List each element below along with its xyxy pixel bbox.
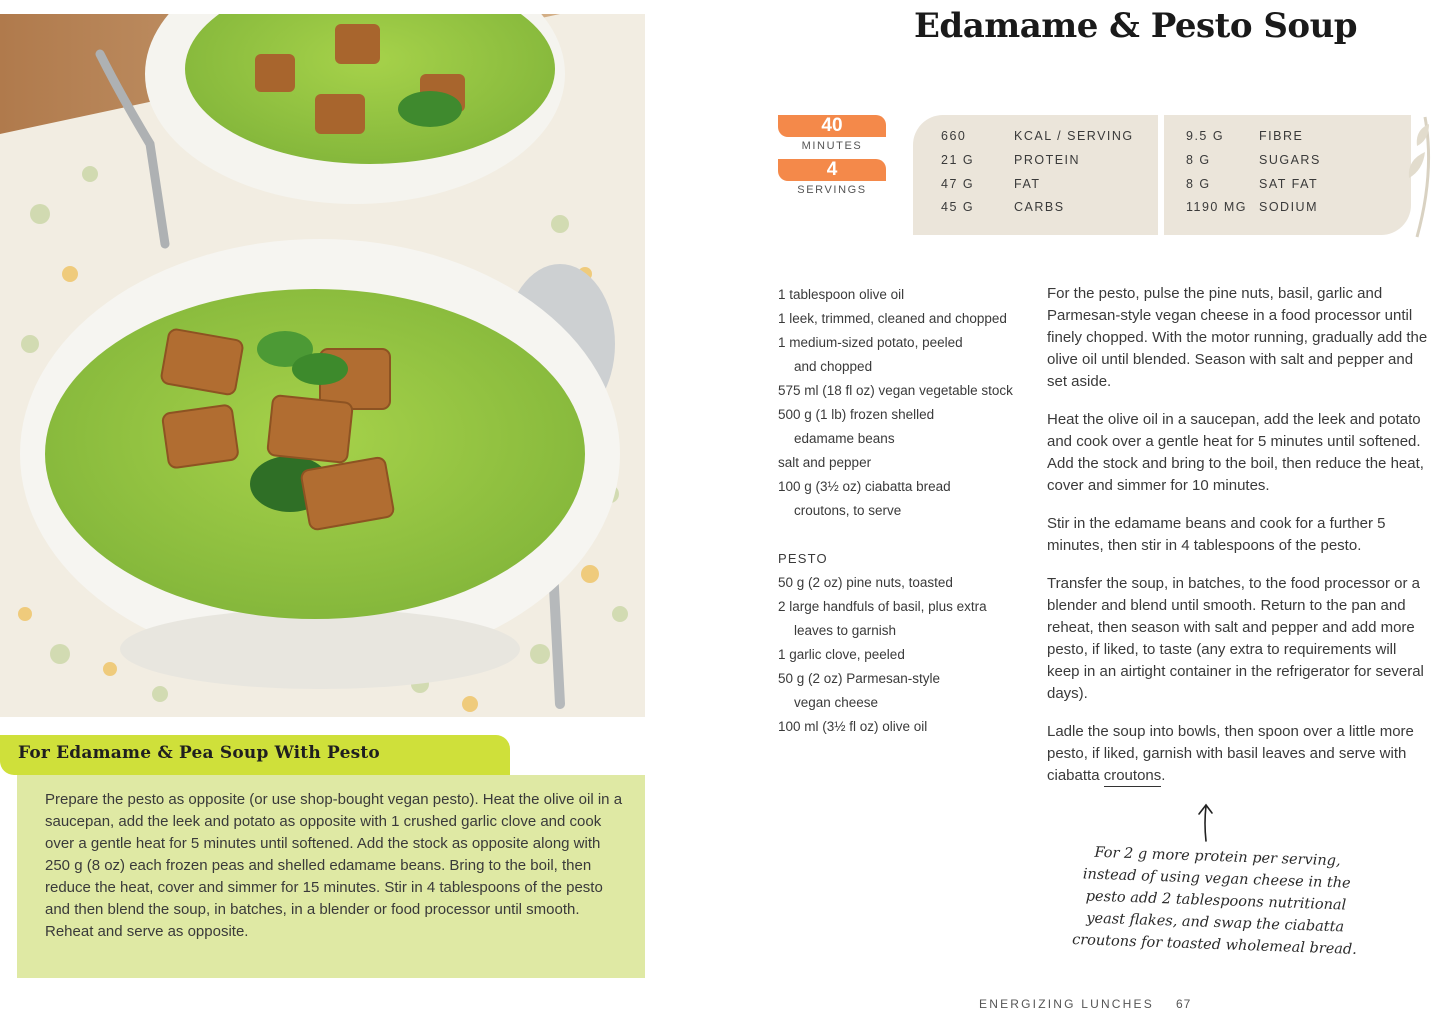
nutrition-panel-right <box>1164 115 1411 235</box>
ingredient-line: and chopped <box>794 359 873 374</box>
nutrition-value: 47 G <box>941 177 975 191</box>
page-footer <box>979 997 1191 1011</box>
nutrition-label: FIBRE <box>1259 129 1304 143</box>
ingredients-list <box>778 283 1028 739</box>
ingredient-line: 100 g (3½ oz) ciabatta bread <box>778 479 951 494</box>
variation-title: For Edamame & Pea Soup With Pesto <box>18 743 380 763</box>
leaf-sprig-icon <box>1395 112 1440 247</box>
nutrition-value: 45 G <box>941 200 975 214</box>
nutrition-value: 21 G <box>941 153 975 167</box>
footer-section: ENERGIZING LUNCHES <box>979 997 1154 1011</box>
ingredient-line: 100 ml (3½ fl oz) olive oil <box>778 719 928 734</box>
ingredient-line: 1 leek, trimmed, cleaned and chopped <box>778 311 1007 326</box>
nutrition-label: PROTEIN <box>1014 153 1081 167</box>
nutrition-label: CARBS <box>1014 200 1065 214</box>
soup-photo <box>0 14 645 717</box>
method-step: Ladle the soup into bowls, then spoon over a little more pesto, if liked, garnish with basil leaves and serve with ciabatta <box>1047 723 1414 784</box>
nutrition-label: SAT FAT <box>1259 177 1319 191</box>
time-label: MINUTES <box>801 140 863 152</box>
method-step: Stir in the edamame beans and cook for a further 5 minutes, then stir in 4 tablespoons of the pesto. <box>1047 515 1386 554</box>
ingredient-line: 1 tablespoon olive oil <box>778 287 905 302</box>
handwritten-tip: For 2 g more protein per serving, instead of using vegan cheese in the pesto add 2 tablespoons nutritional yeast flakes, and swap the ciabatta croutons for toasted wholemeal bread. <box>1071 844 1358 958</box>
method-step: Heat the olive oil in a saucepan, add the leek and potato and cook over a gentle heat for 5 minutes until softened. Add the stock and bring to the boil, then reduce the heat, cover and simmer for 10 minutes. <box>1047 411 1424 494</box>
ingredient-line: vegan cheese <box>794 695 879 710</box>
arrow-up-icon <box>1196 803 1216 843</box>
servings-badge: 4 <box>778 159 886 181</box>
ingredient-line: 575 ml (18 fl oz) vegan vegetable stock <box>778 383 1013 398</box>
nutrition-label: KCAL / SERVING <box>1014 129 1134 143</box>
ingredient-line: edamame beans <box>794 431 895 446</box>
croutons-word: croutons <box>1104 767 1162 787</box>
variation-box <box>17 775 645 978</box>
ingredient-line: 2 large handfuls of basil, plus extra <box>778 599 987 614</box>
variation-tab <box>0 735 510 775</box>
ingredient-line: 50 g (2 oz) pine nuts, toasted <box>778 575 953 590</box>
page-number: 67 <box>1175 997 1192 1011</box>
nutrition-value: 660 <box>941 129 967 143</box>
method-step-last <box>1047 721 1432 787</box>
nutrition-label: SUGARS <box>1259 153 1321 167</box>
nutrition-value: 8 G <box>1186 153 1211 167</box>
servings-label: SERVINGS <box>797 184 867 196</box>
method-step: Transfer the soup, in batches, to the food processor or a blender and blend until smooth. Return to the pan and reheat, then season with salt and pepper and add more pesto, if liked, to taste (any extra to requirements will keep in an airtight container in the refrigerator for several days). <box>1047 575 1424 702</box>
method-step-end: . <box>1161 767 1166 784</box>
ingredient-line: 1 garlic clove, peeled <box>778 647 905 662</box>
nutrition-label: SODIUM <box>1259 200 1318 214</box>
ingredient-line: leaves to garnish <box>794 623 897 638</box>
ingredient-line: 500 g (1 lb) frozen shelled <box>778 407 935 422</box>
nutrition-panel-left <box>913 115 1158 235</box>
ingredient-line: salt and pepper <box>778 455 872 470</box>
variation-text: Prepare the pesto as opposite (or use shop-bought vegan pesto). Heat the olive oil in a saucepan, add the leek and potato as opposite with 1 crushed garlic clove and cook over a gentle heat for 5 minutes until softened. Add the stock as opposite along with 250 g (8 oz) each frozen peas and shelled edamame beans. Bring to the boil, then reduce the heat, cover and simmer for 15 minutes. Stir in 4 tablespoons of the pesto and then blend the soup, in batches, in a blender or food processor until smooth. Reheat and serve as opposite. <box>45 791 623 940</box>
ingredient-line: 1 medium-sized potato, peeled <box>778 335 963 350</box>
pesto-heading: PESTO <box>778 551 828 566</box>
ingredient-line: croutons, to serve <box>794 503 902 518</box>
method-steps <box>1047 283 1432 803</box>
recipe-title: Edamame & Pesto Soup <box>914 6 1358 46</box>
nutrition-value: 1190 MG <box>1186 200 1247 214</box>
time-badge: 40 <box>778 115 886 137</box>
nutrition-value: 9.5 G <box>1186 129 1225 143</box>
nutrition-value: 8 G <box>1186 177 1211 191</box>
nutrition-label: FAT <box>1014 177 1041 191</box>
ingredient-line: 50 g (2 oz) Parmesan-style <box>778 671 941 686</box>
method-step: For the pesto, pulse the pine nuts, basil, garlic and Parmesan-style vegan cheese in a food processor until finely chopped. With the motor running, gradually add the olive oil until blended. Season with salt and pepper and set aside. <box>1047 285 1428 390</box>
